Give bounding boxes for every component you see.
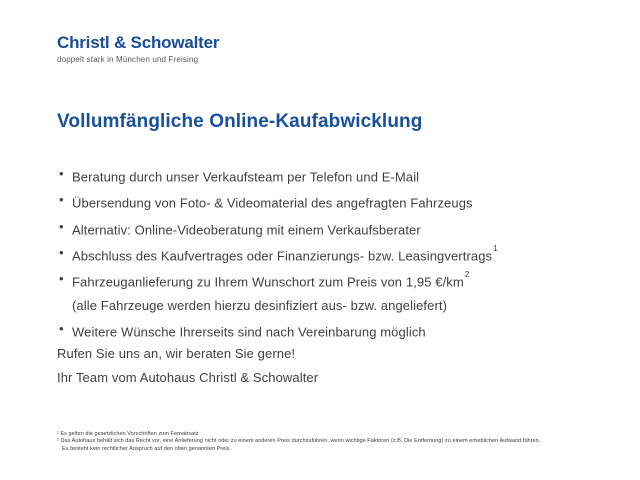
brand-tagline: doppelt stark in München und Freising [57,55,199,64]
list-item [59,188,498,214]
list-item-text: Beratung durch unser Verkaufsteam per Telefon und E-Mail [72,169,420,185]
footnote-marker: 2 [464,270,470,280]
list-item-text: Abschluss des Kaufvertrages oder Finanzierungs- bzw. Leasingvertrags [72,248,493,264]
page-title: Vollumfängliche Online-Kaufabwicklung [57,111,423,132]
footnote-marker: 1 [493,243,498,253]
footnote-2: ² Das Autohaus behält sich das Recht vor, eine Anlieferung nicht oder zu einem anderen Preis durchzuführen, wenn wichtige Faktoren (z.B. Die Entfernung) zu einem erheblichen Aufwand führen. [57,438,541,445]
closing-block [57,342,318,390]
list-item [59,215,498,241]
list-item-text: Fahrzeuganlieferung zu Ihrem Wunschort zum Preis von 1,95 €/km [72,274,464,290]
list-item [59,267,498,316]
list-item-text: Alternativ: Online-Videoberatung mit einem Verkaufsberater [72,221,421,237]
list-item [59,162,498,188]
closing-call-to-action: Rufen Sie uns an, wir beraten Sie gerne! [57,346,296,361]
footnote-1: ¹ Es gelten die gesetzlichen Vorschriften zum Fernabsatz [57,431,199,437]
brand-name: Christl & Schowalter [57,33,220,52]
brand-logo [57,33,219,64]
footnote-2-continued: Es besteht kein rechtlicher Anspruch auf den oben genannten Preis. [62,445,232,452]
footnotes [57,431,627,453]
list-item [59,241,498,267]
list-item [59,317,498,343]
list-item-text: Weitere Wünsche Ihrerseits sind nach Vereinbarung möglich [72,323,426,339]
list-item-subline: (alle Fahrzeuge werden hierzu desinfiziert aus- bzw. angeliefert) [72,297,448,313]
benefits-list [59,162,498,343]
list-item-text: Übersendung von Foto- & Videomaterial des angefragten Fahrzeugs [72,195,473,211]
closing-signature: Ihr Team vom Autohaus Christl & Schowalter [57,370,319,385]
